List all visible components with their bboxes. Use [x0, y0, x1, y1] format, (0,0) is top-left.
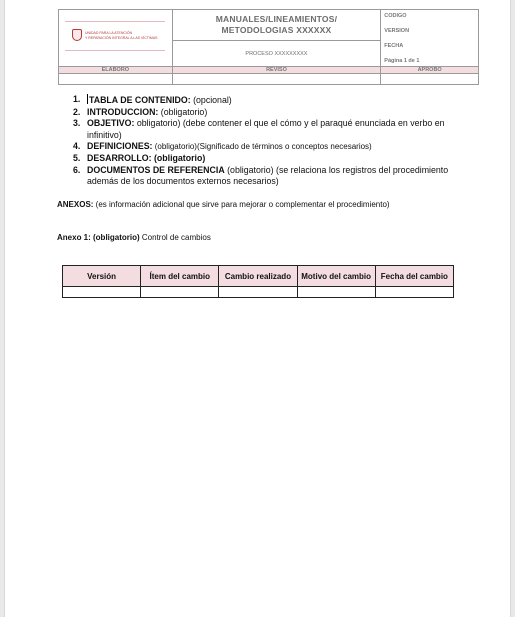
list-item-note: (obligatorio) (se relaciona los registros del procedimiento además de los documentos externos necesarios) [87, 164, 449, 187]
list-item-note: (opcional) [190, 95, 232, 105]
document-body[interactable] [57, 94, 467, 188]
column-header-item: Ítem del cambio [141, 266, 219, 287]
anexo-1-heading [57, 233, 211, 242]
anexos-text: (es información adicional que sirve para mejorar o complementar el procedimiento) [93, 200, 390, 209]
table-row [63, 287, 454, 298]
logo-text-line-1: UNIDAD PARA LA ATENCIÓN [85, 31, 133, 35]
list-item-label: OBJETIVO: [87, 118, 135, 129]
list-item [57, 94, 467, 107]
list-item-number: 6. [73, 164, 81, 175]
logo-bottom-rule [65, 50, 165, 51]
list-item-number: 5. [73, 152, 81, 163]
list-item-label: TABLA DE CONTENIDO: [89, 95, 191, 105]
table-cell[interactable] [141, 287, 219, 298]
logo-top-rule [65, 21, 165, 22]
process-name: PROCESO XXXXXXXXX [245, 50, 308, 57]
logo-text-line-2: Y REPARACIÓN INTEGRAL A LAS VÍCTIMAS [85, 36, 158, 40]
list-item-note: obligatorio) (debe contener el que el cómo y el paraqué enunciada en verbo en infinitivo) [87, 118, 445, 140]
list-item-label: DOCUMENTOS DE REFERENCIA [87, 164, 225, 175]
anexos-paragraph [57, 200, 390, 209]
column-header-date: Fecha del cambio [375, 266, 453, 287]
reviso-header: REVISO [172, 67, 381, 74]
logo-cell [59, 10, 173, 67]
list-item-number: 4. [73, 141, 81, 152]
table-cell[interactable] [63, 287, 141, 298]
list-item [57, 118, 467, 141]
text-cursor [87, 94, 88, 104]
reviso-signature[interactable] [172, 74, 381, 85]
version-label: VERSION [384, 27, 410, 34]
list-item [57, 165, 467, 188]
list-item-note: (obligatorio) [158, 106, 208, 117]
table-cell[interactable] [375, 287, 453, 298]
anexo-1-text: Control de cambios [139, 233, 211, 242]
document-title-line-2: METODOLOGIAS XXXXXX [221, 25, 332, 35]
column-header-reason: Motivo del cambio [297, 266, 375, 287]
list-item [57, 141, 467, 153]
date-label: FECHA [384, 42, 404, 49]
document-title-cell [172, 10, 381, 41]
aprobo-header: APROBO [381, 67, 479, 74]
list-item-label: INTRODUCCION: [87, 106, 159, 117]
page-counter: Página 1 de 1 [384, 57, 420, 64]
process-cell [172, 41, 381, 67]
column-header-version: Versión [63, 266, 141, 287]
list-item-label: DESARROLLO: (obligatorio) [87, 152, 206, 163]
list-item-note: (obligatorio)(Significado de términos o conceptos necesarios) [152, 142, 372, 152]
institution-logo-icon [72, 29, 82, 41]
column-header-change: Cambio realizado [219, 266, 297, 287]
section-list [57, 94, 467, 188]
document-title-line-1: MANUALES/LINEAMIENTOS/ [215, 14, 338, 24]
list-item [57, 107, 467, 119]
elaboro-signature[interactable] [59, 74, 173, 85]
document-page [4, 0, 511, 617]
aprobo-signature[interactable] [381, 74, 479, 85]
list-item-label: DEFINICIONES: [87, 141, 153, 152]
table-cell[interactable] [219, 287, 297, 298]
list-item-number: 3. [73, 118, 81, 129]
elaboro-header: ELABORO [59, 67, 173, 74]
list-item [57, 153, 467, 165]
code-label: CODIGO [384, 12, 407, 19]
list-item-number: 2. [73, 106, 81, 117]
table-cell[interactable] [297, 287, 375, 298]
change-control-table [62, 265, 454, 298]
document-metadata-cell [381, 10, 479, 67]
document-header-table [58, 9, 479, 85]
anexo-1-label: Anexo 1: (obligatorio) [57, 233, 140, 242]
list-item-number: 1. [73, 94, 81, 104]
anexos-label: ANEXOS: [57, 200, 94, 209]
